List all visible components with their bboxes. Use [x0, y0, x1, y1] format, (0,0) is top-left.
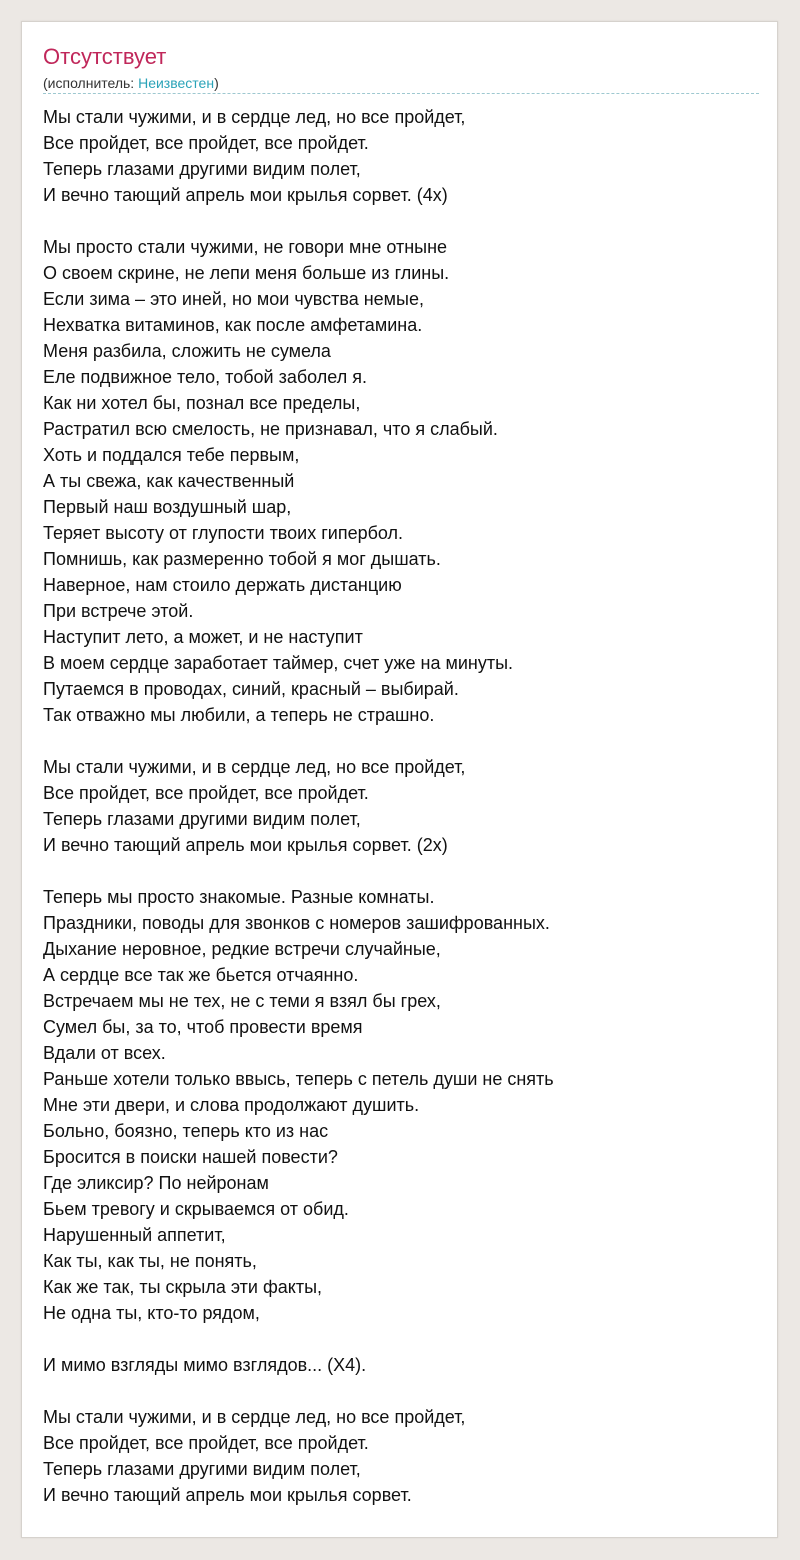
lyric-line: Наверное, нам стоило держать дистанцию: [43, 575, 402, 595]
lyric-line: Еле подвижное тело, тобой заболел я.: [43, 367, 367, 387]
lyric-line: Теперь мы просто знакомые. Разные комнаты.: [43, 887, 435, 907]
lyric-line: В моем сердце заработает таймер, счет уже на минуты.: [43, 653, 514, 673]
lyric-line: Где эликсир? По нейронам: [43, 1173, 269, 1193]
lyric-line: Как же так, ты скрыла эти факты,: [43, 1277, 323, 1297]
lyric-line: Праздники, поводы для звонков с номеров зашифрованных.: [43, 913, 550, 933]
lyric-line: Помнишь, как размеренно тобой я мог дышать.: [43, 549, 441, 569]
lyric-line: Меня разбила, сложить не сумела: [43, 341, 331, 361]
lyric-line: Нарушенный аппетит,: [43, 1225, 226, 1245]
lyric-line: Наступит лето, а может, и не наступит: [43, 627, 363, 647]
lyric-line: Теперь глазами другими видим полет,: [43, 159, 361, 179]
header-divider: [43, 93, 759, 94]
lyric-line: И вечно тающий апрель мои крылья сорвет.: [43, 1485, 412, 1505]
lyric-line: А ты свежа, как качественный: [43, 471, 295, 491]
artist-line: [43, 74, 219, 92]
stanza-break: [43, 728, 759, 754]
lyric-line: Как ты, как ты, не понять,: [43, 1251, 257, 1271]
lyric-line: Как ни хотел бы, познал все пределы,: [43, 393, 361, 413]
stanza-break: [43, 858, 759, 884]
artist-link[interactable]: Неизвестен: [138, 75, 215, 91]
lyric-line: Мы стали чужими, и в сердце лед, но все пройдет,: [43, 1407, 466, 1427]
lyric-line: И вечно тающий апрель мои крылья сорвет. (2х): [43, 835, 448, 855]
lyric-line: Бьем тревогу и скрываемся от обид.: [43, 1199, 349, 1219]
lyric-line: Все пройдет, все пройдет, все пройдет.: [43, 783, 369, 803]
artist-prefix: (исполнитель:: [43, 75, 139, 91]
lyric-line: Теперь глазами другими видим полет,: [43, 809, 361, 829]
lyric-line: Мы стали чужими, и в сердце лед, но все пройдет,: [43, 757, 466, 777]
lyric-line: Все пройдет, все пройдет, все пройдет.: [43, 1433, 369, 1453]
lyric-line: Дыхание неровное, редкие встречи случайные,: [43, 939, 441, 959]
lyric-line: Нехватка витаминов, как после амфетамина.: [43, 315, 423, 335]
lyric-line: О своем скрине, не лепи меня больше из глины.: [43, 263, 450, 283]
lyric-line: Мы стали чужими, и в сердце лед, но все пройдет,: [43, 107, 466, 127]
lyric-line: Так отважно мы любили, а теперь не страшно.: [43, 705, 435, 725]
lyric-line: Теряет высоту от глупости твоих гипербол.: [43, 523, 404, 543]
stanza-break: [43, 1326, 759, 1352]
lyrics-card: [21, 21, 778, 1538]
lyric-line: Путаемся в проводах, синий, красный – выбирай.: [43, 679, 459, 699]
lyric-line: Хоть и поддался тебе первым,: [43, 445, 300, 465]
lyric-line: Теперь глазами другими видим полет,: [43, 1459, 361, 1479]
lyric-line: И вечно тающий апрель мои крылья сорвет. (4х): [43, 185, 448, 205]
stanza-break: [43, 208, 759, 234]
lyric-line: Если зима – это иней, но мои чувства немые,: [43, 289, 424, 309]
stanza-break: [43, 1378, 759, 1404]
lyric-line: Мне эти двери, и слова продолжают душить.: [43, 1095, 420, 1115]
lyric-line: И мимо взгляды мимо взглядов... (X4).: [43, 1355, 367, 1375]
artist-suffix: ): [214, 75, 219, 91]
lyric-line: При встрече этой.: [43, 601, 194, 621]
lyric-line: Растратил всю смелость, не признавал, что я слабый.: [43, 419, 498, 439]
song-title: Отсутствует: [43, 44, 167, 69]
lyric-line: Бросится в поиски нашей повести?: [43, 1147, 338, 1167]
lyric-line: Первый наш воздушный шар,: [43, 497, 292, 517]
lyric-line: Вдали от всех.: [43, 1043, 166, 1063]
lyric-line: А сердце все так же бьется отчаянно.: [43, 965, 359, 985]
lyric-line: Мы просто стали чужими, не говори мне отныне: [43, 237, 448, 257]
lyric-line: Все пройдет, все пройдет, все пройдет.: [43, 133, 369, 153]
lyric-line: Раньше хотели только ввысь, теперь с петель души не снять: [43, 1069, 554, 1089]
lyrics-text: [43, 104, 759, 1508]
lyric-line: Встречаем мы не тех, не с теми я взял бы грех,: [43, 991, 441, 1011]
lyric-line: Не одна ты, кто-то рядом,: [43, 1303, 260, 1323]
lyric-line: Сумел бы, за то, чтоб провести время: [43, 1017, 363, 1037]
lyric-line: Больно, боязно, теперь кто из нас: [43, 1121, 329, 1141]
